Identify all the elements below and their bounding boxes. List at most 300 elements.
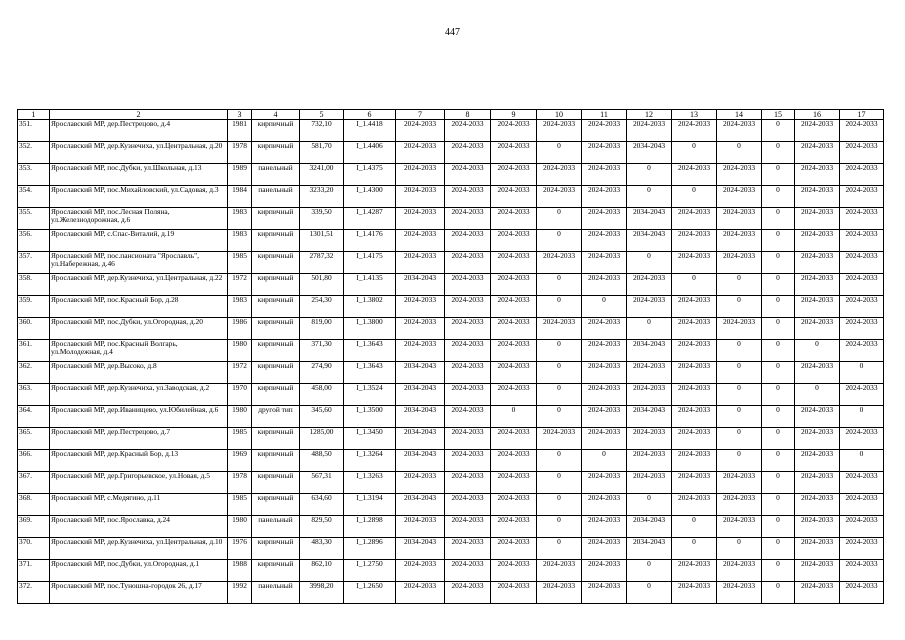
table-cell: 2024-2033 xyxy=(582,406,627,428)
table-cell: 2024-2033 xyxy=(840,516,884,538)
table-cell: 2024-2033 xyxy=(491,516,537,538)
table-cell: 2024-2033 xyxy=(491,296,537,318)
table-cell: 732,10 xyxy=(300,120,344,142)
table-cell: 581,70 xyxy=(300,142,344,164)
table-cell: Ярославский МР, пос.Дубки, ул.Школьная, д.13 xyxy=(50,164,228,186)
table-cell: 370. xyxy=(18,538,50,560)
table-cell: 0 xyxy=(762,362,795,384)
table-cell: I_1.4135 xyxy=(344,274,396,296)
table-cell: 2024-2033 xyxy=(491,186,537,208)
table-cell: 1989 xyxy=(228,164,252,186)
table-cell: Ярославский МР, с.Спас-Виталий, д.19 xyxy=(50,230,228,252)
table-cell: 2024-2033 xyxy=(582,120,627,142)
table-cell: 345,60 xyxy=(300,406,344,428)
table-cell: Ярославский МР, дер.Кузнечиха, ул.Заводская, д.2 xyxy=(50,384,228,406)
table-cell: 364. xyxy=(18,406,50,428)
table-cell: 0 xyxy=(717,142,762,164)
table-cell: 2024-2033 xyxy=(582,560,627,582)
table-cell: 2024-2033 xyxy=(445,274,491,296)
table-cell: 2034-2043 xyxy=(396,428,445,450)
table-cell: 2024-2033 xyxy=(672,318,717,340)
table-cell: 2024-2033 xyxy=(582,362,627,384)
table-cell: кирпичный xyxy=(252,362,300,384)
table-cell: 2024-2033 xyxy=(672,384,717,406)
table-row xyxy=(18,472,884,494)
table-cell: кирпичный xyxy=(252,472,300,494)
table-cell: 368. xyxy=(18,494,50,516)
table-cell: 0 xyxy=(537,450,582,472)
table-cell: 1972 xyxy=(228,362,252,384)
table-cell: 0 xyxy=(762,186,795,208)
table-cell: 2024-2033 xyxy=(795,186,840,208)
column-header: 3 xyxy=(228,110,252,120)
table-cell: 2024-2033 xyxy=(491,142,537,164)
column-header: 7 xyxy=(396,110,445,120)
table-cell: 2024-2033 xyxy=(396,296,445,318)
table-cell: 2034-2043 xyxy=(627,340,672,362)
table-cell: 0 xyxy=(717,384,762,406)
table-cell: 2024-2033 xyxy=(537,164,582,186)
table-cell: 2034-2043 xyxy=(627,208,672,230)
table-cell: 2024-2033 xyxy=(795,296,840,318)
table-cell: 0 xyxy=(537,274,582,296)
table-cell: I_1.3524 xyxy=(344,384,396,406)
table-cell: 0 xyxy=(582,296,627,318)
table-cell: 2024-2033 xyxy=(672,296,717,318)
table-cell: Ярославский МР, пос.Туношна-городок 26, д.17 xyxy=(50,582,228,604)
table-cell: 2024-2033 xyxy=(445,186,491,208)
table-cell: кирпичный xyxy=(252,560,300,582)
table-cell: 501,80 xyxy=(300,274,344,296)
table-cell: 0 xyxy=(672,186,717,208)
table-cell: 2024-2033 xyxy=(717,582,762,604)
column-header: 17 xyxy=(840,110,884,120)
table-cell: 362. xyxy=(18,362,50,384)
table-row xyxy=(18,494,884,516)
table-cell: 2024-2033 xyxy=(840,120,884,142)
table-cell: 2024-2033 xyxy=(840,296,884,318)
table-cell: 2024-2033 xyxy=(396,208,445,230)
table-cell: 0 xyxy=(762,230,795,252)
table-cell: I_1.3643 xyxy=(344,362,396,384)
table-cell: 1981 xyxy=(228,120,252,142)
table-cell: 819,00 xyxy=(300,318,344,340)
table-cell: 2024-2033 xyxy=(795,560,840,582)
table-cell: 2024-2033 xyxy=(795,164,840,186)
table-cell: кирпичный xyxy=(252,252,300,274)
table-cell: 357. xyxy=(18,252,50,274)
table-cell: 2034-2043 xyxy=(396,274,445,296)
table-cell: 371. xyxy=(18,560,50,582)
table-cell: 0 xyxy=(840,406,884,428)
table-cell: 0 xyxy=(537,208,582,230)
table-cell: 2024-2033 xyxy=(627,274,672,296)
table-cell: 2024-2033 xyxy=(627,362,672,384)
table-cell: 2024-2033 xyxy=(396,560,445,582)
table-cell: 0 xyxy=(762,120,795,142)
table-cell: 1976 xyxy=(228,538,252,560)
table-cell: 1980 xyxy=(228,406,252,428)
table-cell: Ярославский МР, дер.Пестрецово, д.7 xyxy=(50,428,228,450)
table-cell: 2024-2033 xyxy=(445,406,491,428)
table-cell: 2024-2033 xyxy=(672,428,717,450)
table-cell: 2024-2033 xyxy=(717,230,762,252)
table-cell: 0 xyxy=(762,164,795,186)
table-cell: Ярославский МР, пос.пансионата "Ярославль", ул.Набережная, д.46 xyxy=(50,252,228,274)
table-cell: 2024-2033 xyxy=(537,428,582,450)
table-cell: 2024-2033 xyxy=(582,516,627,538)
table-cell: 372. xyxy=(18,582,50,604)
table-cell: 2024-2033 xyxy=(582,582,627,604)
page-number: 447 xyxy=(445,27,460,38)
table-cell: 483,30 xyxy=(300,538,344,560)
table-cell: 2024-2033 xyxy=(795,494,840,516)
table-cell: 2024-2033 xyxy=(445,362,491,384)
table-cell: 0 xyxy=(762,296,795,318)
table-row xyxy=(18,428,884,450)
table-row xyxy=(18,384,884,406)
column-header: 11 xyxy=(582,110,627,120)
table-cell: I_1.4300 xyxy=(344,186,396,208)
table-cell: 2034-2043 xyxy=(627,538,672,560)
table-cell: 2024-2033 xyxy=(537,318,582,340)
table-cell: 2024-2033 xyxy=(582,252,627,274)
table-cell: 2024-2033 xyxy=(840,472,884,494)
table-cell: 2024-2033 xyxy=(582,318,627,340)
table-cell: 2024-2033 xyxy=(445,494,491,516)
table-cell: панельный xyxy=(252,186,300,208)
table-cell: Ярославский МР, дер.Григорьевское, ул.Новая, д.5 xyxy=(50,472,228,494)
table-cell: 2024-2033 xyxy=(445,296,491,318)
table-cell: 369. xyxy=(18,516,50,538)
table-cell: 2024-2033 xyxy=(717,208,762,230)
table-cell: 2024-2033 xyxy=(396,164,445,186)
table-cell: 2024-2033 xyxy=(491,472,537,494)
table-cell: кирпичный xyxy=(252,120,300,142)
table-cell: Ярославский МР, с.Медягино, д.11 xyxy=(50,494,228,516)
table-cell: 2024-2033 xyxy=(795,516,840,538)
column-header: 10 xyxy=(537,110,582,120)
table-cell: 2024-2033 xyxy=(537,186,582,208)
table-cell: 361. xyxy=(18,340,50,362)
table-cell: 2024-2033 xyxy=(672,208,717,230)
table-cell: кирпичный xyxy=(252,384,300,406)
table-row xyxy=(18,362,884,384)
table-cell: 2024-2033 xyxy=(840,560,884,582)
table-cell: 1980 xyxy=(228,516,252,538)
table-cell: I_1.4406 xyxy=(344,142,396,164)
table-cell: 363. xyxy=(18,384,50,406)
table-cell: 2024-2033 xyxy=(717,516,762,538)
table-row xyxy=(18,142,884,164)
table-cell: 3233,20 xyxy=(300,186,344,208)
table-cell: 0 xyxy=(672,516,717,538)
table-cell: 2024-2033 xyxy=(537,582,582,604)
table-cell: I_1.3264 xyxy=(344,450,396,472)
table-cell: 0 xyxy=(537,296,582,318)
table-cell: 2024-2033 xyxy=(795,538,840,560)
table-cell: 352. xyxy=(18,142,50,164)
table-cell: 0 xyxy=(537,494,582,516)
table-cell: 274,90 xyxy=(300,362,344,384)
table-row xyxy=(18,164,884,186)
table-cell: 2024-2033 xyxy=(582,230,627,252)
table-cell: Ярославский МР, пос.Михайловский, ул.Садовая, д.3 xyxy=(50,186,228,208)
table-cell: 2024-2033 xyxy=(840,142,884,164)
table-cell: панельный xyxy=(252,582,300,604)
table-cell: 2024-2033 xyxy=(491,450,537,472)
table-cell: 2024-2033 xyxy=(717,494,762,516)
table-cell: кирпичный xyxy=(252,450,300,472)
table-cell: 0 xyxy=(717,428,762,450)
table-cell: 2024-2033 xyxy=(445,560,491,582)
table-cell: 2024-2033 xyxy=(840,274,884,296)
table-cell: 0 xyxy=(627,252,672,274)
table-cell: 0 xyxy=(762,384,795,406)
table-cell: I_1.2750 xyxy=(344,560,396,582)
table-cell: 2024-2033 xyxy=(396,340,445,362)
table-cell: 0 xyxy=(627,494,672,516)
column-header: 4 xyxy=(252,110,300,120)
table-cell: 634,60 xyxy=(300,494,344,516)
table-cell: панельный xyxy=(252,164,300,186)
table-cell: 0 xyxy=(537,362,582,384)
table-cell: 339,50 xyxy=(300,208,344,230)
table-cell: 353. xyxy=(18,164,50,186)
table-cell: 2024-2033 xyxy=(672,164,717,186)
column-header: 5 xyxy=(300,110,344,120)
table-cell: 2034-2043 xyxy=(627,230,672,252)
table-row xyxy=(18,186,884,208)
table-cell: 0 xyxy=(717,450,762,472)
table-cell: 2024-2033 xyxy=(840,186,884,208)
table-cell: 2034-2043 xyxy=(396,538,445,560)
table-cell: 2024-2033 xyxy=(582,494,627,516)
table-cell: 2024-2033 xyxy=(491,538,537,560)
table-cell: 2024-2033 xyxy=(445,582,491,604)
table-cell: I_1.3194 xyxy=(344,494,396,516)
table-cell: 862,10 xyxy=(300,560,344,582)
table-cell: 1983 xyxy=(228,208,252,230)
table-cell: 2034-2043 xyxy=(396,494,445,516)
table-cell: 2024-2033 xyxy=(717,120,762,142)
table-cell: кирпичный xyxy=(252,340,300,362)
table-cell: 2024-2033 xyxy=(396,186,445,208)
table-cell: 1978 xyxy=(228,472,252,494)
table-cell: 254,30 xyxy=(300,296,344,318)
table-cell: кирпичный xyxy=(252,230,300,252)
table-cell: Ярославский МР, пос.Дубки, ул.Огородная, д.20 xyxy=(50,318,228,340)
table-cell: кирпичный xyxy=(252,318,300,340)
table-cell: 355. xyxy=(18,208,50,230)
table-cell: I_1.4418 xyxy=(344,120,396,142)
table-cell: I_1.2650 xyxy=(344,582,396,604)
table-cell: 2024-2033 xyxy=(396,230,445,252)
table-cell: 2024-2033 xyxy=(672,450,717,472)
table-cell: кирпичный xyxy=(252,296,300,318)
column-header: 1 xyxy=(18,110,50,120)
table-cell: I_1.2898 xyxy=(344,516,396,538)
table-cell: 2024-2033 xyxy=(795,472,840,494)
table-cell: 0 xyxy=(762,494,795,516)
table-cell: Ярославский МР, пос.Лесная Поляна, ул.Железнодорожная, д.6 xyxy=(50,208,228,230)
table-cell: 354. xyxy=(18,186,50,208)
table-cell: 2024-2033 xyxy=(672,560,717,582)
table-row xyxy=(18,296,884,318)
table-row xyxy=(18,318,884,340)
table-cell: 2024-2033 xyxy=(672,362,717,384)
table-cell: 1984 xyxy=(228,186,252,208)
table-cell: 2024-2033 xyxy=(445,538,491,560)
table-cell: 0 xyxy=(537,340,582,362)
table-cell: 2024-2033 xyxy=(396,318,445,340)
table-cell: 2024-2033 xyxy=(582,384,627,406)
table-cell: 2024-2033 xyxy=(445,230,491,252)
table-cell: 1978 xyxy=(228,142,252,164)
table-cell: 2024-2033 xyxy=(537,252,582,274)
column-header: 13 xyxy=(672,110,717,120)
table-cell: 0 xyxy=(627,318,672,340)
table-cell: 2034-2043 xyxy=(627,516,672,538)
table-cell: 1301,51 xyxy=(300,230,344,252)
column-header: 16 xyxy=(795,110,840,120)
table-cell: 2024-2033 xyxy=(582,186,627,208)
table-cell: 2024-2033 xyxy=(627,450,672,472)
table-cell: 3998,20 xyxy=(300,582,344,604)
table-cell: 2024-2033 xyxy=(840,252,884,274)
table-row xyxy=(18,274,884,296)
table-cell: 358. xyxy=(18,274,50,296)
table-cell: 1992 xyxy=(228,582,252,604)
table-cell: 2024-2033 xyxy=(672,230,717,252)
table-cell: 0 xyxy=(537,472,582,494)
table-cell: 2024-2033 xyxy=(396,142,445,164)
table-body xyxy=(18,110,884,604)
table-cell: 0 xyxy=(672,142,717,164)
table-cell: I_1.2896 xyxy=(344,538,396,560)
table-cell: 2024-2033 xyxy=(627,384,672,406)
table-cell: 2024-2033 xyxy=(582,164,627,186)
table-cell: 1988 xyxy=(228,560,252,582)
table-cell: 2024-2033 xyxy=(491,274,537,296)
table-cell: Ярославский МР, пос.Красный Бор, д.28 xyxy=(50,296,228,318)
table-cell: 2024-2033 xyxy=(717,560,762,582)
table-cell: 2034-2043 xyxy=(627,406,672,428)
table-cell: Ярославский МР, дер.Кузнечиха, ул.Центральная, д.10 xyxy=(50,538,228,560)
table-cell: 0 xyxy=(762,450,795,472)
table-cell: 0 xyxy=(762,318,795,340)
table-cell: 2034-2043 xyxy=(396,362,445,384)
table-cell: 2024-2033 xyxy=(795,406,840,428)
table-cell: 0 xyxy=(795,384,840,406)
table-cell: 2024-2033 xyxy=(672,582,717,604)
table-cell: 2024-2033 xyxy=(672,120,717,142)
table-cell: 0 xyxy=(582,450,627,472)
table-cell: 2024-2033 xyxy=(491,340,537,362)
table-cell: 0 xyxy=(840,362,884,384)
column-header-row xyxy=(18,110,884,120)
table-cell: 360. xyxy=(18,318,50,340)
table-cell: I_1.3500 xyxy=(344,406,396,428)
table-cell: 1970 xyxy=(228,384,252,406)
table-cell: 2024-2033 xyxy=(795,252,840,274)
table-cell: 0 xyxy=(537,230,582,252)
column-header: 2 xyxy=(50,110,228,120)
table-cell: 2024-2033 xyxy=(840,494,884,516)
table-row xyxy=(18,516,884,538)
table-cell: 351. xyxy=(18,120,50,142)
table-cell: 2024-2033 xyxy=(795,450,840,472)
table-cell: 2024-2033 xyxy=(396,516,445,538)
table-cell: 0 xyxy=(762,472,795,494)
table-cell: 2024-2033 xyxy=(445,318,491,340)
table-cell: 0 xyxy=(537,142,582,164)
table-cell: 2024-2033 xyxy=(445,120,491,142)
table-cell: Ярославский МР, дер.Красный Бор, д.13 xyxy=(50,450,228,472)
table-cell: 2024-2033 xyxy=(795,274,840,296)
table-cell: 2024-2033 xyxy=(672,340,717,362)
table-cell: 2024-2033 xyxy=(717,318,762,340)
table-row xyxy=(18,538,884,560)
table-cell: кирпичный xyxy=(252,142,300,164)
table-cell: 2024-2033 xyxy=(672,252,717,274)
table-cell: 2024-2033 xyxy=(840,164,884,186)
table-cell: 2024-2033 xyxy=(396,472,445,494)
table-cell: 2024-2033 xyxy=(537,120,582,142)
table-cell: 0 xyxy=(795,340,840,362)
table-cell: 0 xyxy=(717,274,762,296)
table-cell: 0 xyxy=(762,208,795,230)
table-cell: 1972 xyxy=(228,274,252,296)
table-cell: Ярославский МР, пос.Ярославка, д.24 xyxy=(50,516,228,538)
table-cell: 0 xyxy=(537,538,582,560)
table-cell: 2034-2043 xyxy=(627,142,672,164)
table-row xyxy=(18,230,884,252)
table-cell: кирпичный xyxy=(252,428,300,450)
table-cell: 2034-2043 xyxy=(396,450,445,472)
table-cell: 2024-2033 xyxy=(445,340,491,362)
table-cell: 2024-2033 xyxy=(795,428,840,450)
table-cell: 2024-2033 xyxy=(717,252,762,274)
table-cell: 1985 xyxy=(228,252,252,274)
table-cell: 0 xyxy=(762,406,795,428)
table-cell: панельный xyxy=(252,516,300,538)
table-cell: I_1.4176 xyxy=(344,230,396,252)
table-cell: 2024-2033 xyxy=(840,428,884,450)
table-cell: кирпичный xyxy=(252,274,300,296)
table-cell: 0 xyxy=(762,538,795,560)
table-cell: 2024-2033 xyxy=(582,472,627,494)
table-cell: 0 xyxy=(717,296,762,318)
table-cell: 2024-2033 xyxy=(627,296,672,318)
table-cell: 2024-2033 xyxy=(445,428,491,450)
table-cell: 367. xyxy=(18,472,50,494)
table-cell: 0 xyxy=(717,538,762,560)
table-row xyxy=(18,560,884,582)
table-cell: 2024-2033 xyxy=(672,494,717,516)
table-cell: I_1.4375 xyxy=(344,164,396,186)
table-cell: 2024-2033 xyxy=(445,472,491,494)
table-cell: 0 xyxy=(491,406,537,428)
table-cell: 0 xyxy=(672,538,717,560)
table-cell: 2024-2033 xyxy=(445,516,491,538)
table-cell: 0 xyxy=(627,186,672,208)
table-cell: 0 xyxy=(537,406,582,428)
table-cell: 359. xyxy=(18,296,50,318)
housing-registry-table xyxy=(17,109,884,604)
table-cell: 2024-2033 xyxy=(840,384,884,406)
table-cell: 567,31 xyxy=(300,472,344,494)
